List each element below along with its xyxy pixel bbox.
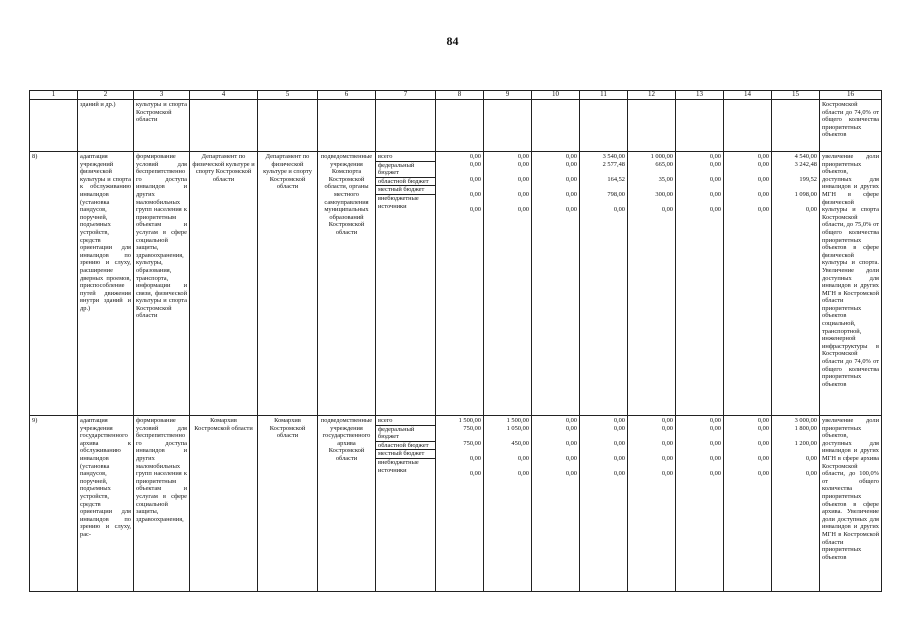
amount: 0,00 (757, 190, 769, 198)
amount: 0,00 (709, 206, 721, 214)
amount: 0,00 (517, 175, 529, 183)
amount: 0,00 (709, 175, 721, 183)
amount: 2 577,48 (602, 160, 625, 168)
amount: 0,00 (661, 417, 673, 424)
amount: 0,00 (709, 470, 721, 478)
amount: 0,00 (661, 206, 673, 214)
participants: подведомственные учреждения Комспорта Костромской области, органы местного самоуправления муниципальных образований Костромской области (318, 152, 376, 416)
amount: 164,52 (607, 175, 625, 183)
amount: 199,52 (799, 175, 817, 183)
cont-result: Костромской области до 74,0% от общего количества приоритетных объектов (820, 100, 882, 152)
source-label: всего (378, 417, 393, 424)
amount: 300,00 (655, 190, 673, 198)
amount: 0,00 (613, 206, 625, 214)
header-cell: 7 (376, 91, 436, 100)
amount-col-8 (436, 416, 484, 592)
amount: 35,00 (658, 175, 673, 183)
row-number: 8) (30, 152, 78, 416)
amount: 0,00 (517, 160, 529, 168)
amount-col-11 (580, 152, 628, 416)
program-table (29, 90, 882, 592)
amount: 750,00 (463, 424, 481, 432)
source-label: всего (378, 153, 393, 160)
amount: 1 500,00 (458, 417, 481, 424)
header-cell: 14 (724, 91, 772, 100)
amount: 0,00 (469, 153, 481, 160)
page-number: 84 (446, 34, 459, 48)
amount: 0,00 (757, 206, 769, 214)
amount-col-9 (484, 416, 532, 592)
amount: 0,00 (757, 175, 769, 183)
source-label: областной бюджет (376, 177, 435, 186)
header-cell: 10 (532, 91, 580, 100)
expected-result: увеличение доли приоритетных объектов, доступных для инвалидов и других МГН в сфере физической культуры и спорта Костромской области, до 75,0% от общего количества приоритетных объектов в сфере физической культуры и спорта. Увеличение доли доступных для инвалидов и других МГН в Костромской области приоритетных объектов социальной, транспортной, инженерной инфраструктуры в Костромской области до 74,0% от общего количества приоритетных объектов (820, 152, 882, 416)
amount: 0,00 (469, 190, 481, 198)
amount: 3 242,48 (794, 160, 817, 168)
source-label: областной бюджет (376, 441, 435, 450)
amount: 0,00 (709, 454, 721, 462)
header-cell: 16 (820, 91, 882, 100)
amount: 0,00 (805, 470, 817, 478)
amount-col-14 (724, 416, 772, 592)
amount: 0,00 (565, 454, 577, 462)
amount: 0,00 (661, 470, 673, 478)
coexecutor: Комархив Костромской области (258, 416, 318, 592)
header-cell: 12 (628, 91, 676, 100)
amount: 0,00 (709, 417, 721, 424)
amount: 0,00 (565, 470, 577, 478)
amount: 0,00 (565, 190, 577, 198)
amount: 0,00 (757, 153, 769, 160)
amount: 0,00 (565, 160, 577, 168)
amount: 0,00 (709, 160, 721, 168)
amount: 1 050,00 (506, 424, 529, 432)
amount: 0,00 (757, 417, 769, 424)
amount: 0,00 (469, 470, 481, 478)
amount: 0,00 (565, 175, 577, 183)
amount: 0,00 (565, 153, 577, 160)
amount: 0,00 (661, 424, 673, 432)
measure-goal: формирование условий для беспрепятственного доступа инвалидов и других маломобильных групп населения к приоритетным объектам и услугам в сфере социальной защиты, здравоохранения, культуры, образования, транспорта, информации и связи, физической культуры и спорта Костромской области (134, 152, 190, 416)
funding-sources (376, 152, 436, 416)
source-label: федеральный бюджет (376, 161, 435, 177)
amount: 0,00 (613, 417, 625, 424)
amount: 0,00 (805, 206, 817, 214)
amount: 0,00 (517, 153, 529, 160)
row-number: 9) (30, 416, 78, 592)
amount: 0,00 (469, 175, 481, 183)
participants: подведомственные учреждения государственного архива Костромской области (318, 416, 376, 592)
header-cell: 1 (30, 91, 78, 100)
amount: 0,00 (661, 439, 673, 447)
amount-col-15 (772, 416, 820, 592)
amount-col-15 (772, 152, 820, 416)
amount: 0,00 (613, 439, 625, 447)
amount-col-10 (532, 416, 580, 592)
cont-measure: зданий и др.) (78, 100, 134, 152)
amount: 0,00 (469, 454, 481, 462)
amount: 1 098,00 (794, 190, 817, 198)
source-label: внебюджетные источники (376, 458, 435, 474)
amount: 0,00 (565, 417, 577, 424)
amount: 750,00 (463, 439, 481, 447)
amount: 0,00 (757, 424, 769, 432)
amount: 0,00 (709, 153, 721, 160)
header-cell: 9 (484, 91, 532, 100)
table-row (30, 416, 882, 592)
amount: 0,00 (517, 454, 529, 462)
header-cell: 4 (190, 91, 258, 100)
header-cell: 5 (258, 91, 318, 100)
amount: 0,00 (757, 439, 769, 447)
table-row (30, 152, 882, 416)
amount: 0,00 (709, 439, 721, 447)
amount: 0,00 (709, 190, 721, 198)
amount: 798,00 (607, 190, 625, 198)
source-label: внебюджетные источники (376, 194, 435, 210)
amount: 1 000,00 (650, 153, 673, 160)
amount: 0,00 (565, 439, 577, 447)
amount: 450,00 (511, 439, 529, 447)
amount: 3 540,00 (602, 153, 625, 160)
source-label: местный бюджет (376, 185, 435, 194)
amount: 0,00 (661, 454, 673, 462)
amount-col-14 (724, 152, 772, 416)
amount: 0,00 (517, 206, 529, 214)
header-cell: 15 (772, 91, 820, 100)
amount: 665,00 (655, 160, 673, 168)
measure-name: адаптация учреждения государственного архива к обслуживанию инвалидов (установка пандусов, поручней, подъемных устройств, средств ориентации для инвалидов по зрению и слуху, рас- (78, 416, 134, 592)
coexecutor: Департамент по физической культуре и спорту Костромской области (258, 152, 318, 416)
amount-col-13 (676, 416, 724, 592)
amount-col-8 (436, 152, 484, 416)
header-cell: 3 (134, 91, 190, 100)
header-cell: 13 (676, 91, 724, 100)
executor: Комархив Костромской области (190, 416, 258, 592)
amount: 4 540,00 (794, 153, 817, 160)
amount: 0,00 (709, 424, 721, 432)
amount: 0,00 (517, 190, 529, 198)
amount-col-11 (580, 416, 628, 592)
header-row (30, 91, 882, 100)
amount: 0,00 (613, 470, 625, 478)
amount-col-10 (532, 152, 580, 416)
amount-col-9 (484, 152, 532, 416)
expected-result: увеличение доли приоритетных объектов, доступных для инвалидов и других МГН в сфере архива Костромской области, до 100,0% от общего количества приоритетных объектов в сфере архива. Увеличение доли доступных для инвалидов и других МГН в Костромской области приоритетных объектов (820, 416, 882, 592)
amount: 0,00 (757, 160, 769, 168)
amount: 0,00 (469, 206, 481, 214)
amount: 0,00 (757, 454, 769, 462)
source-label: федеральный бюджет (376, 425, 435, 441)
amount-col-12 (628, 416, 676, 592)
source-label: местный бюджет (376, 449, 435, 458)
executor: Департамент по физической культуре и спорту Костромской области (190, 152, 258, 416)
amount: 0,00 (613, 424, 625, 432)
amount: 0,00 (469, 160, 481, 168)
amount: 0,00 (565, 424, 577, 432)
header-cell: 8 (436, 91, 484, 100)
amount: 0,00 (517, 470, 529, 478)
amount: 0,00 (757, 470, 769, 478)
header-cell: 6 (318, 91, 376, 100)
amount: 1 200,00 (794, 439, 817, 447)
cont-goal: культуры и спорта Костромской области (134, 100, 190, 152)
amount-col-13 (676, 152, 724, 416)
amount: 0,00 (565, 206, 577, 214)
amount: 0,00 (613, 454, 625, 462)
amount: 1 500,00 (506, 417, 529, 424)
measure-name: адаптация учреждений физической культуры и спорта к обслуживанию инвалидов (установка пандусов, поручней, подъемных устройств, средств ориентации для инвалидов по зрению и слуху, расширение дверных проемов, приспособление путей движения внутри зданий и др.) (78, 152, 134, 416)
header-cell: 2 (78, 91, 134, 100)
continuation-row (30, 100, 882, 152)
amount: 0,00 (805, 454, 817, 462)
amount: 3 000,00 (794, 417, 817, 424)
measure-goal: формирование условий для беспрепятственного доступа инвалидов и других маломобильных групп населения к приоритетным объектам и услугам в сфере социальной защиты, здравоохранения, (134, 416, 190, 592)
header-cell: 11 (580, 91, 628, 100)
amount-col-12 (628, 152, 676, 416)
amount: 1 800,00 (794, 424, 817, 432)
funding-sources (376, 416, 436, 592)
